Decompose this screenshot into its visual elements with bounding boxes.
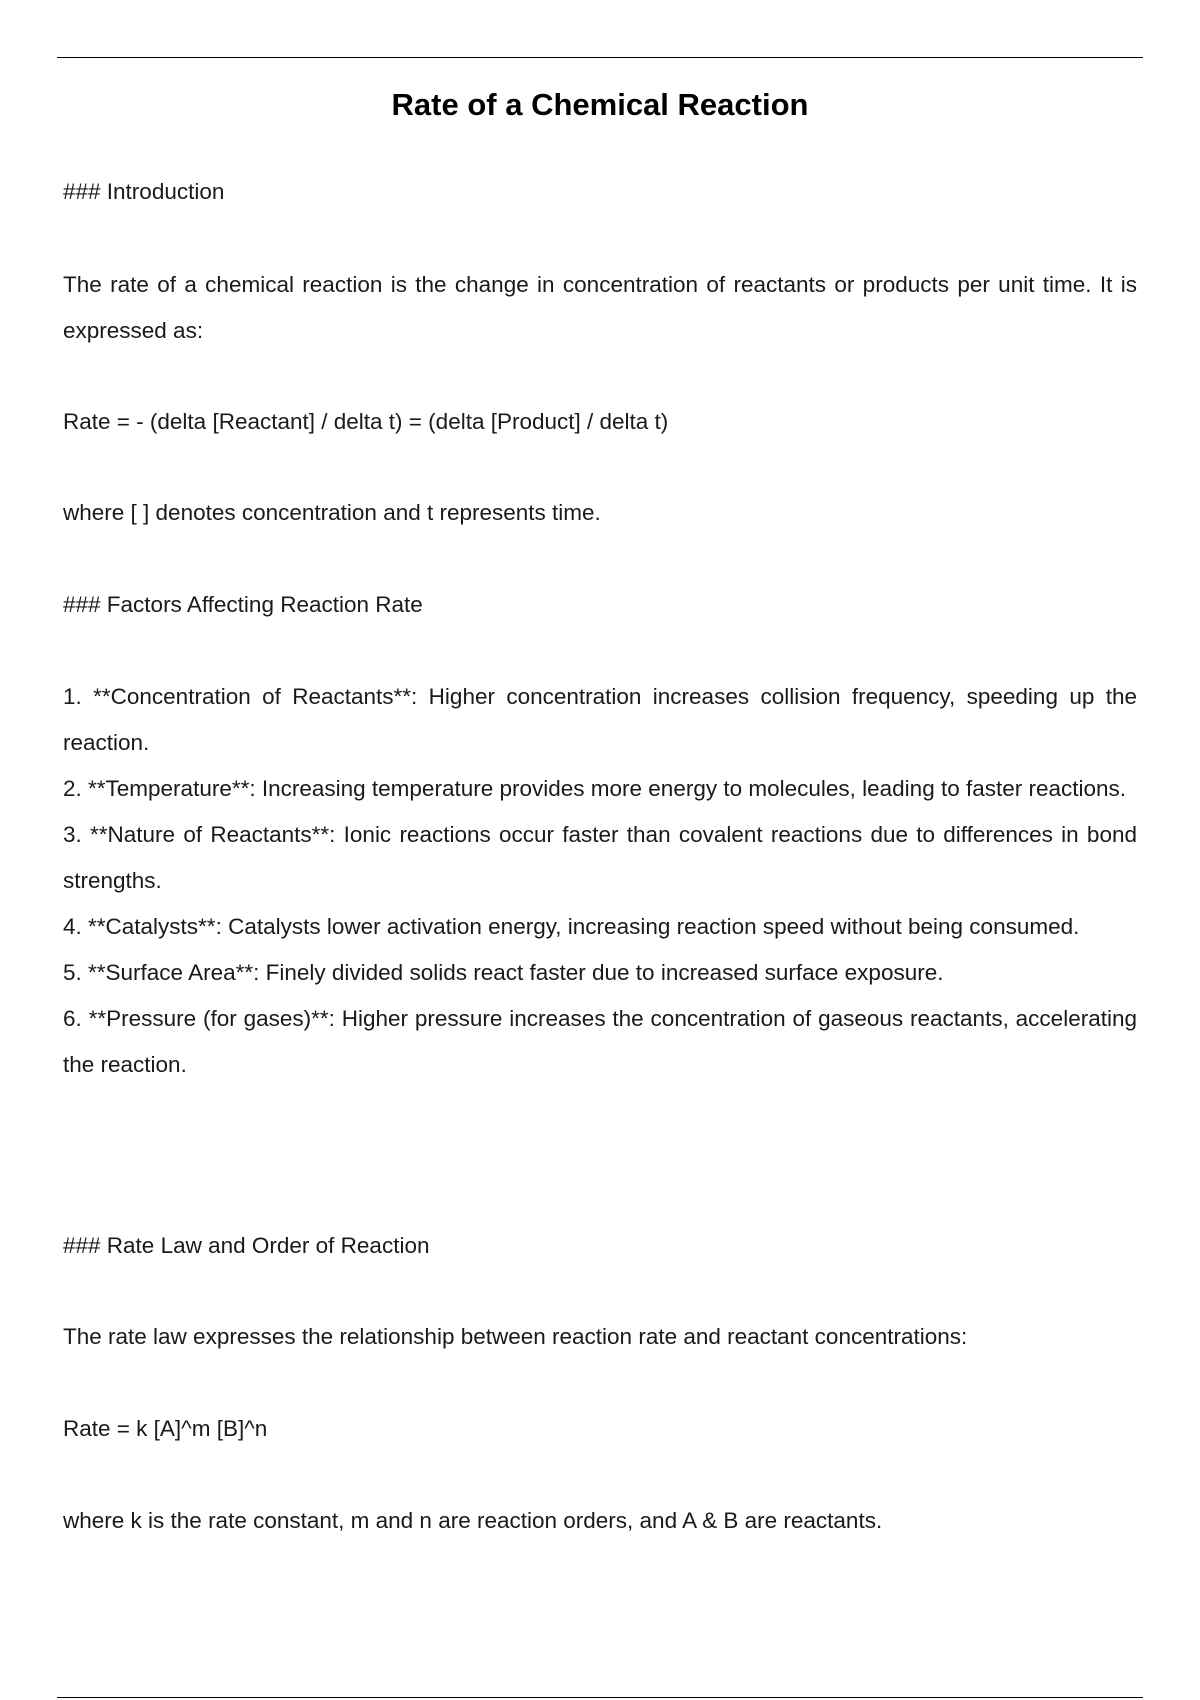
top-rule: [57, 57, 1143, 58]
rate-law-paragraph: The rate law expresses the relationship between reaction rate and reactant concentrations:: [63, 1324, 968, 1349]
bottom-rule: [57, 1697, 1143, 1698]
factors-heading: ### Factors Affecting Reaction Rate: [63, 592, 423, 617]
concentration-note: where [ ] denotes concentration and t represents time.: [63, 500, 601, 525]
introduction-paragraph: The rate of a chemical reaction is the change in concentration of reactants or products per unit time. It is expressed as:: [63, 272, 1137, 343]
list-item: 3. **Nature of Reactants**: Ionic reactions occur faster than covalent reactions due to differences in bond strengths.: [63, 822, 1137, 893]
list-item: 2. **Temperature**: Increasing temperature provides more energy to molecules, leading to faster reactions.: [63, 776, 1127, 801]
page-title: Rate of a Chemical Reaction: [391, 86, 809, 122]
introduction-heading: ### Introduction: [63, 179, 225, 204]
list-item: 6. **Pressure (for gases)**: Higher pressure increases the concentration of gaseous reactants, accelerating the reaction.: [63, 1006, 1137, 1077]
list-item: 1. **Concentration of Reactants**: Higher concentration increases collision frequency, speeding up the reaction.: [63, 684, 1137, 755]
rate-law-formula: Rate = k [A]^m [B]^n: [63, 1416, 268, 1441]
list-item: 4. **Catalysts**: Catalysts lower activation energy, increasing reaction speed without being consumed.: [63, 914, 1080, 939]
list-item: 5. **Surface Area**: Finely divided solids react faster due to increased surface exposure.: [63, 960, 944, 985]
rate-law-note: where k is the rate constant, m and n are reaction orders, and A & B are reactants.: [63, 1508, 883, 1533]
rate-formula: Rate = - (delta [Reactant] / delta t) = (delta [Product] / delta t): [63, 409, 669, 434]
factors-list: [63, 674, 1137, 1088]
rate-law-heading: ### Rate Law and Order of Reaction: [63, 1233, 430, 1258]
